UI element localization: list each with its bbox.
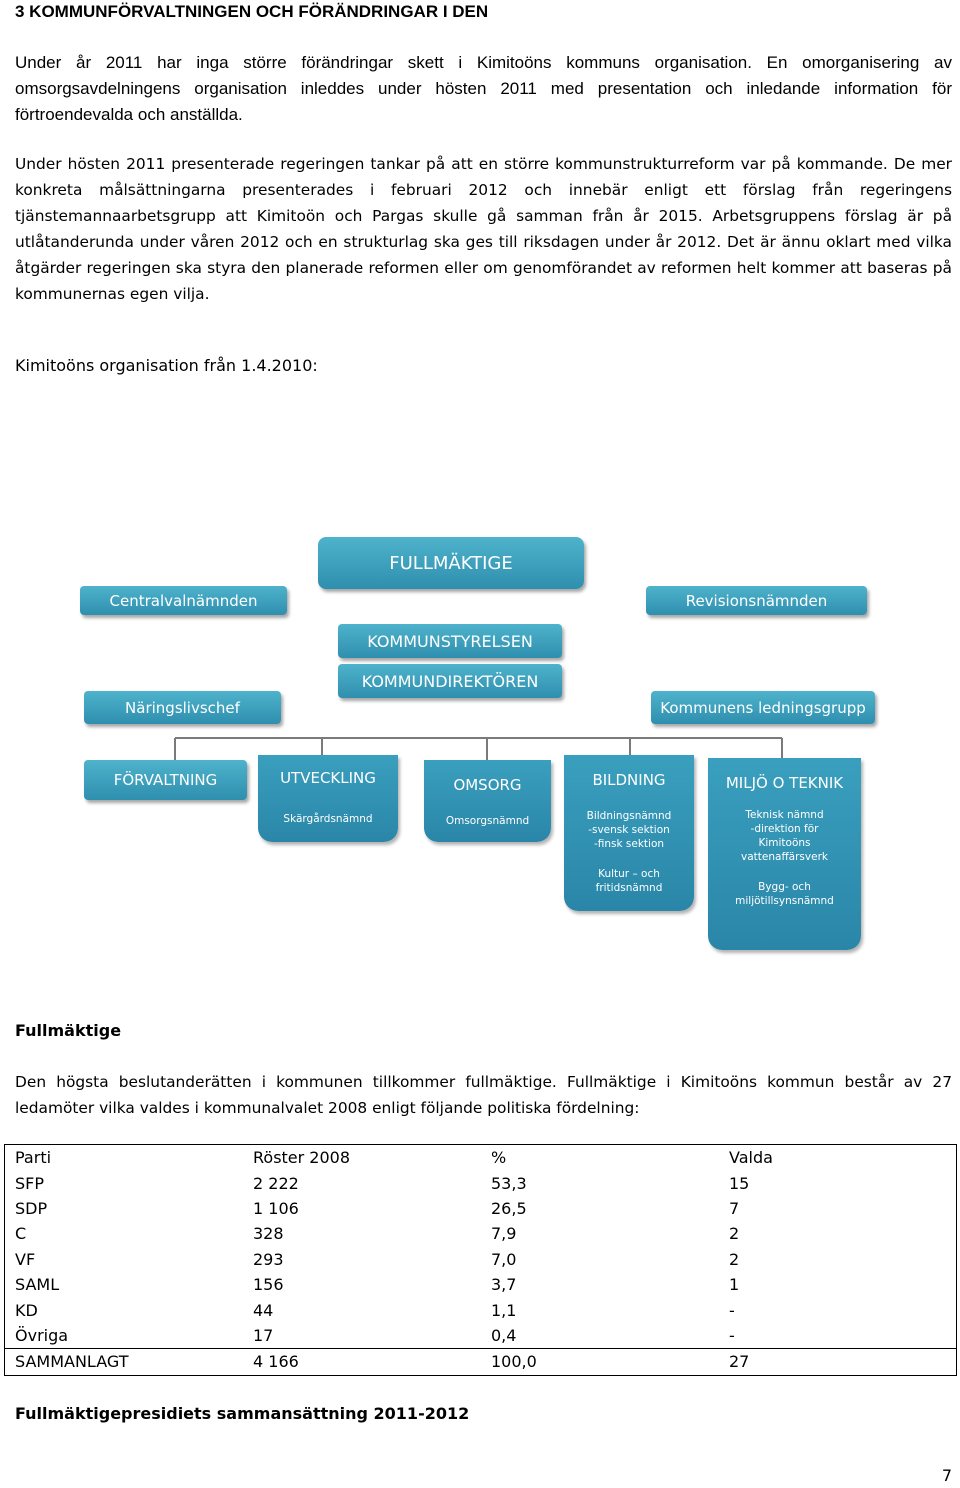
sub-bygg: Bygg- och (758, 881, 811, 893)
department-miljo-teknik (708, 758, 861, 950)
sub-omsorgsnamnd: Omsorgsnämnd (445, 815, 530, 827)
page-number: 7 (941, 1466, 952, 1485)
department-forvaltning: FÖRVALTNING (84, 760, 247, 800)
cell-party: VF (5, 1247, 244, 1272)
kommundirektoren-box: KOMMUNDIREKTÖREN (338, 664, 562, 698)
table-header-row (5, 1145, 957, 1171)
sub-vattenaffarsverk: vattenaffärsverk (741, 851, 828, 863)
cell-votes: 1 106 (253, 1198, 299, 1218)
sub-bildningsnamnd: Bildningsnämnd (586, 810, 672, 822)
department-bildning (564, 755, 694, 911)
cell-party: SAML (5, 1272, 244, 1297)
sub-teknisk-namnd: Teknisk nämnd (745, 809, 824, 821)
header-roster: Röster 2008 (243, 1145, 481, 1171)
naringslivschef-box: Näringslivschef (84, 691, 281, 724)
cell-votes: 44 (253, 1300, 274, 1320)
cell-votes: 17 (253, 1325, 274, 1345)
table-total-row (5, 1349, 957, 1375)
sub-svensk-sektion: -svensk sektion (588, 824, 670, 836)
fullmaktige-box: FULLMÄKTIGE (318, 537, 584, 589)
paragraph-organisation: Under år 2011 har inga större förändringar skett i Kimitoöns kommuns organisation. En omorganisering av omsorgsavdelningens organisation inleddes under hösten 2011 med presentation och inledande information för förtroendevalda och anställda. (15, 53, 952, 124)
department-omsorg-title: OMSORG (453, 776, 522, 794)
centralvalnamnden-box: Centralvalnämnden (80, 586, 287, 615)
cell-percent: 7,9 (491, 1224, 517, 1244)
department-omsorg (424, 760, 551, 842)
cell-votes: 328 (253, 1224, 284, 1244)
sub-fritidsnamnd: fritidsnämnd (595, 882, 663, 894)
cell-votes: 2 222 (253, 1173, 299, 1193)
header-percent: % (481, 1145, 719, 1171)
cell-total-votes: 4 166 (243, 1349, 481, 1375)
election-table (4, 1144, 957, 1376)
sub-direktion: -direktion för (750, 823, 819, 835)
revisionsnamnden-box: Revisionsnämnden (646, 586, 867, 615)
org-caption: Kimitoöns organisation från 1.4.2010: (15, 356, 318, 375)
cell-percent: 0,4 (491, 1325, 517, 1345)
table-row (5, 1323, 957, 1349)
table-row (5, 1297, 957, 1322)
cell-party: SDP (5, 1196, 244, 1221)
cell-party: C (5, 1221, 244, 1246)
cell-percent: 7,0 (491, 1249, 517, 1269)
header-valda: Valda (719, 1145, 957, 1171)
department-utveckling-title: UTVECKLING (280, 769, 376, 787)
section-heading: 3 KOMMUNFÖRVALTNINGEN OCH FÖRÄNDRINGAR I DEN (15, 2, 489, 21)
cell-percent: 26,5 (491, 1198, 527, 1218)
department-bildning-title: BILDNING (592, 771, 666, 789)
table-row (5, 1221, 957, 1246)
ledningsgrupp-box: Kommunens ledningsgrupp (651, 691, 875, 724)
cell-party: SFP (5, 1170, 244, 1195)
cell-votes: 293 (253, 1249, 284, 1269)
cell-party: KD (5, 1297, 244, 1322)
cell-total-percent: 100,0 (481, 1349, 719, 1375)
table-row (5, 1272, 957, 1297)
cell-elected: 2 (719, 1247, 957, 1272)
sub-finsk-sektion: -finsk sektion (593, 838, 665, 850)
cell-elected: 2 (719, 1221, 957, 1246)
cell-percent: 1,1 (491, 1300, 517, 1320)
department-utveckling (258, 755, 398, 842)
table-row (5, 1196, 957, 1221)
sub-kimitoons: Kimitoöns (758, 837, 811, 849)
cell-elected: - (719, 1323, 957, 1349)
presidium-heading: Fullmäktigepresidiets sammansättning 2011-2012 (15, 1404, 470, 1423)
sub-miljotillsynsnamnd: miljötillsynsnämnd (735, 895, 834, 907)
cell-elected: 1 (719, 1272, 957, 1297)
sub-skargardsnamnd: Skärgårdsnämnd (283, 813, 373, 825)
sub-kultur: Kultur – och (598, 868, 660, 880)
cell-elected: - (719, 1297, 957, 1322)
fullmaktige-heading: Fullmäktige (15, 1021, 122, 1040)
kommunstyrelsen-box: KOMMUNSTYRELSEN (338, 624, 562, 658)
cell-percent: 53,3 (491, 1173, 527, 1193)
paragraph-reform: Under hösten 2011 presenterade regeringen tankar på att en större kommunstrukturreform var på kommande. De mer konkreta målsättningarna presenterades i februari 2012 och innebär enligt ett förslag från regeringens tjänstemannaarbetsgrupp att Kimitoön och Pargas skulle gå samman från år 2015. Arbetsgruppens förslag är på utlåtanderunda under våren 2012 och en strukturlag ska ges till riksdagen under år 2012. Det är ännu oklart med vilka åtgärder regeringen ska styra den planerade reformen eller om genomförandet av reformen helt kommer att baseras på kommunernas egen vilja. (15, 155, 952, 303)
cell-elected: 15 (719, 1170, 957, 1195)
cell-total-elected: 27 (719, 1349, 957, 1375)
table-row (5, 1170, 957, 1195)
cell-percent: 3,7 (491, 1275, 517, 1295)
department-miljo-title: MILJÖ O TEKNIK (725, 774, 844, 792)
cell-party: Övriga (5, 1323, 244, 1349)
cell-elected: 7 (719, 1196, 957, 1221)
table-row (5, 1247, 957, 1272)
cell-total-label: SAMMANLAGT (5, 1349, 244, 1375)
cell-votes: 156 (253, 1275, 284, 1295)
fullmaktige-paragraph: Den högsta beslutanderätten i kommunen tillkommer fullmäktige. Fullmäktige i Kimitoöns kommun består av 27 ledamöter vilka valdes i kommunalvalet 2008 enligt följande politiska fördelning: (15, 1073, 952, 1117)
header-parti: Parti (5, 1145, 244, 1171)
